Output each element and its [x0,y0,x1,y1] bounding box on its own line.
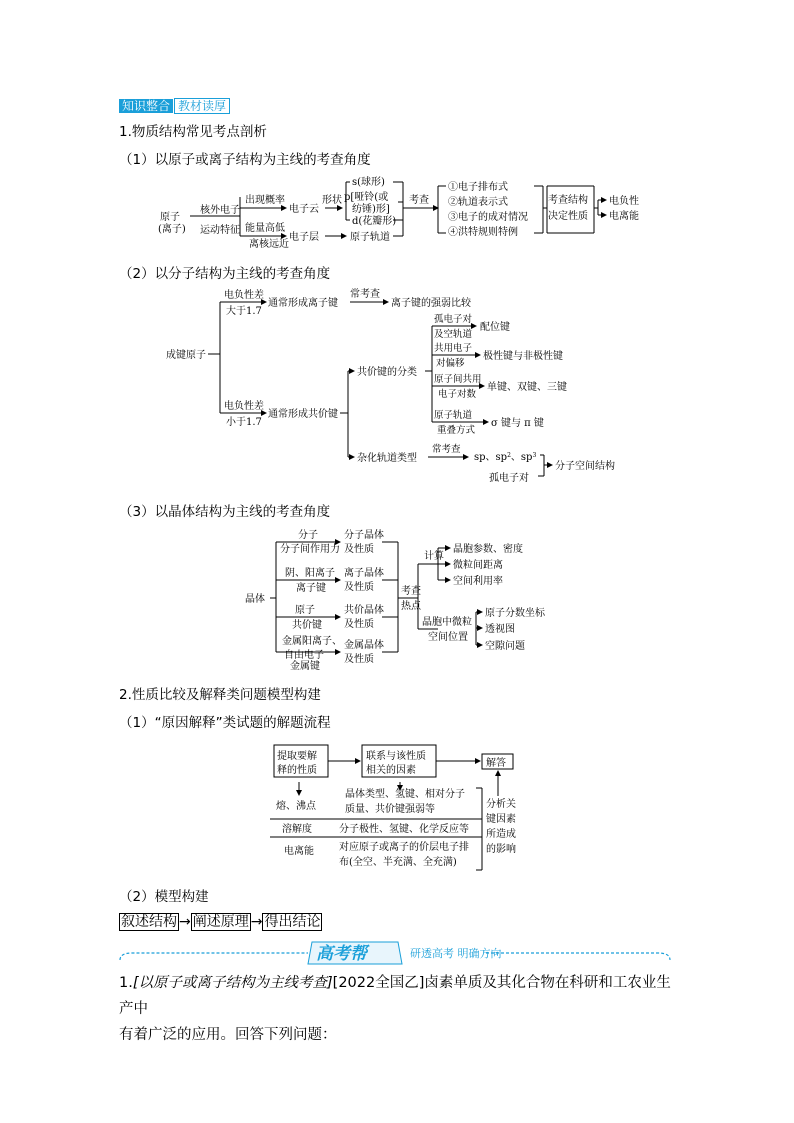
pairs-bot: 电子对数 [438,389,477,400]
edge-4-mid: 自由电子 [284,650,324,661]
row3-prop: 电离能 [284,846,314,857]
sub5-title: （2）模型构建 [119,889,209,905]
edge-energy-top: 能量高低 [245,223,285,234]
box-extract-l2: 释的性质 [277,765,317,776]
edge-2-bot: 离子键 [296,583,326,594]
pairs-top: 原子间共用 [434,374,482,385]
node-orbital: 原子轨道 [350,232,390,243]
node-cov-class: 共价键的分类 [357,367,417,378]
pos-top: 晶胞中微粒 [422,617,472,628]
node-bonds: 单键、双键、三键 [487,382,567,393]
pos-bot: 空间位置 [428,632,468,643]
row2-prop: 溶解度 [282,824,312,835]
calc-item-1: 晶胞参数、密度 [453,544,523,555]
node-molecular-1: 分子晶体 [344,530,384,541]
box-extract-l1: 提取要解 [277,751,317,762]
edge-calc: 计算 [424,551,444,562]
node-ionic-out: 离子键的强弱比较 [391,298,471,309]
shape-p2: 纺锤)形] [352,204,390,215]
edge-1-bot: 分子间作用力 [280,544,340,555]
node-sigma-pi: σ 键与 π 键 [491,418,544,429]
box-connect-l1: 联系与该性质 [366,751,426,762]
edge-3-top: 原子 [295,605,315,616]
node-hybrid: 杂化轨道类型 [357,453,417,464]
node-sp-types: sp、$sp^2$、$sp^3$ [474,451,537,463]
sub3-title: （3）以晶体结构为主线的考查角度 [119,504,331,520]
tag-knowledge: 知识整合 [119,99,173,113]
sub1-title: （1）以原子或离子结构为主线的考查角度 [119,152,371,168]
edge-4-bot: 金属键 [290,661,320,672]
exam-1: 考查 [401,586,421,597]
box-answer-text: 解答 [486,758,506,769]
edge-3-bot: 共价键 [292,620,322,631]
problem-src: [2022全国乙] [332,975,425,991]
problem-line-1 [119,970,679,1022]
lone-top: 孤电子对 [434,314,473,325]
root-ion: (离子) [158,224,186,235]
root-atom: 原子 [160,212,180,223]
banner-subtitle: 研透高考 明确方向 [410,947,502,960]
exam-item-4: ④洪特规则特例 [448,227,518,238]
row3-f1: 对应原子或离子的价层电子排 [339,842,469,853]
out-electronegativity: 电负性 [609,196,639,207]
problem-ref: [以原子或离子结构为主线考查] [132,975,333,991]
lone-bot: 及空轨道 [434,329,473,340]
en-big-top: 电负性差 [224,290,264,301]
shared-top: 共用电子 [434,343,473,354]
node-covalent-1: 共价晶体 [344,605,384,616]
molecule-structure-diagram [160,285,640,485]
side-3: 所造成 [486,829,516,840]
section1-title: 1.物质结构常见考点剖析 [119,124,267,140]
exam-item-1: ①电子排布式 [448,182,508,193]
tag-textbook: 教材读厚 [174,98,230,114]
box-connect-l2: 相关的因素 [366,765,416,776]
node-ionic: 通常形成离子键 [268,298,338,309]
edge-energy-bot: 离核远近 [249,239,289,250]
row1-prop: 熔、沸点 [276,801,316,812]
edge-prob: 出现概率 [245,195,285,206]
pos-item-3: 空隙问题 [485,641,525,652]
node-coord: 配位键 [480,322,510,333]
en-small-bot: 小于1.7 [226,417,262,428]
overlap-bot: 重叠方式 [437,425,476,436]
shape-s: s(球形) [352,177,385,188]
model-steps [119,911,322,931]
arrow-1: → [179,914,191,930]
calc-item-2: 微粒间距离 [453,560,503,571]
shape-d: d(花瓣形) [352,216,397,227]
en-big-bot: 大于1.7 [226,306,262,317]
decide-1: 考查结构 [548,195,588,206]
node-covalent-2: 及性质 [344,619,374,630]
explanation-flow-diagram [260,738,540,878]
exam-item-3: ③电子的成对情况 [448,212,528,223]
node-ionic-2: 及性质 [344,582,374,593]
node-polar: 极性键与非极性键 [483,351,563,362]
root-crystal: 晶体 [245,594,265,605]
side-2: 键因素 [486,814,516,825]
step-explain: 阐述原理 [192,914,249,930]
sub4-title: （1）“原因解释”类试题的解题流程 [119,715,331,731]
step-describe: 叙述结构 [121,914,177,930]
problem-line-2: 有着广泛的应用。回答下列问题： [119,1027,337,1043]
edge-common-exam: 常考查 [350,289,380,300]
edge-1-top: 分子 [298,530,318,541]
exam-item-2: ②轨道表示式 [448,197,508,208]
side-1: 分析关 [486,799,516,810]
row1-f2: 质量、共价键强弱等 [345,804,435,815]
edge-4-top: 金属阳离子、 [282,636,342,647]
edge-exam: 考查 [409,195,429,206]
out-ionization: 电离能 [609,211,639,222]
edge-core-bot: 运动特征 [200,225,240,236]
gaokao-banner [118,938,674,968]
node-metallic-2: 及性质 [344,654,374,665]
node-lone2: 孤电子对 [489,473,529,484]
row2-f1: 分子极性、氢键、化学反应等 [339,824,469,835]
edge-shape: 形状 [322,195,342,206]
node-metallic-1: 金属晶体 [344,640,384,651]
pos-item-1: 原子分数坐标 [485,608,545,619]
calc-item-3: 空间利用率 [453,576,503,587]
shape-p1: p[哑铃(或 [344,192,389,203]
node-ionic-1: 离子晶体 [344,568,384,579]
edge-common-exam2: 常考查 [432,444,461,455]
header-tags [119,95,230,114]
edge-core-top: 核外电子 [200,205,240,216]
decide-2: 决定性质 [548,211,588,222]
problem-text-1: 卤素单质及其化合物在科研和工农业生产中 [119,975,671,1017]
pos-item-2: 透视图 [485,624,515,635]
edge-2-top: 阴、阳离子 [285,568,335,579]
node-covalent: 通常形成共价键 [268,409,338,420]
step-conclude: 得出结论 [264,914,321,930]
shared-bot: 对偏移 [436,358,465,369]
atom-structure-diagram [150,170,650,252]
arrow-2: → [250,914,263,930]
row3-f2: 布(全空、半充满、全充满) [339,857,457,868]
exam-2: 热点 [401,601,421,612]
row1-f1: 晶体类型、氢键、相对分子 [345,789,465,800]
banner-title: 高考帮 [316,944,367,964]
problem-num: 1. [119,975,133,991]
node-cloud: 电子云 [289,204,319,215]
node-molecular-2: 及性质 [344,544,374,555]
overlap-top: 原子轨道 [434,410,473,421]
section2-title: 2.性质比较及解释类问题模型构建 [119,687,321,703]
en-small-top: 电负性差 [224,401,264,412]
root-bonding-atoms: 成键原子 [166,350,206,361]
side-4: 的影响 [486,844,516,855]
crystal-structure-diagram [240,524,560,672]
node-layer: 电子层 [289,232,319,243]
node-shape-out: 分子空间结构 [555,461,615,472]
problem-1 [119,970,679,1048]
sub2-title: （2）以分子结构为主线的考查角度 [119,266,331,282]
